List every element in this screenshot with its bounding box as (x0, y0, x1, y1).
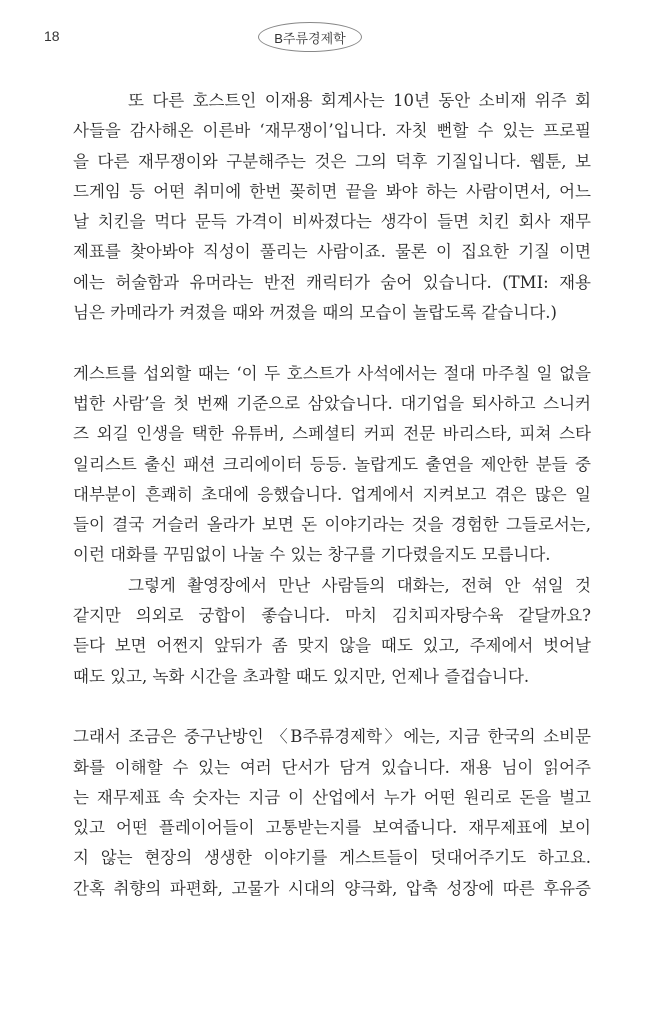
running-title-text: B주류경제학 (274, 30, 346, 46)
text-line: 는 재무제표 속 숫자는 지금 이 산업에서 누가 어떤 원리로 돈을 벌고 (73, 787, 591, 807)
text-line: 일리스트 출신 패션 크리에이터 등등. 놀랍게도 출연을 제안한 분들 중 (73, 454, 591, 474)
text-line: 제표를 찾아봐야 직성이 풀리는 사람이죠. 물론 이 집요한 기질 이면 (73, 242, 591, 262)
text-line: 화를 이해할 수 있는 여러 단서가 담겨 있습니다. 재용 님이 읽어주 (73, 757, 591, 777)
paragraph-spacer (73, 328, 591, 358)
paragraph (73, 722, 591, 904)
page-number: 18 (44, 28, 60, 44)
text-line: 즈 외길 인생을 택한 유튜버, 스페셜티 커피 전문 바리스타, 피쳐 스타 (73, 424, 591, 444)
paragraph-spacer (73, 692, 591, 722)
paragraph (73, 359, 591, 571)
text-line: 간혹 취향의 파편화, 고물가 시대의 양극화, 압축 성장에 따른 후유증 (73, 878, 591, 898)
paragraph (73, 571, 591, 692)
body-text (73, 86, 591, 904)
text-line: 지 않는 현장의 생생한 이야기를 게스트들이 덧대어주기도 하고요. (73, 848, 591, 868)
text-line: 법한 사람’을 첫 번째 기준으로 삼았습니다. 대기업을 퇴사하고 스니커 (73, 393, 591, 413)
text-line: 그래서 조금은 중구난방인 〈B주류경제학〉에는, 지금 한국의 소비문 (73, 727, 591, 747)
text-line: 이런 대화를 꾸밈없이 나눌 수 있는 창구를 기다렸을지도 모릅니다. (73, 545, 551, 565)
text-line: 또 다른 호스트인 이재용 회계사는 10년 동안 소비재 위주 회 (128, 91, 591, 110)
text-line: 에는 허술함과 유머라는 반전 캐릭터가 숨어 있습니다. (TMI: 재용 (73, 272, 591, 292)
running-title (258, 22, 362, 52)
text-line: 같지만 의외로 궁합이 좋습니다. 마치 김치피자탕수육 같달까요? (73, 606, 591, 626)
text-line: 그렇게 촬영장에서 만난 사람들의 대화는, 전혀 안 섞일 것 (128, 575, 591, 595)
text-line: 사들을 감사해온 이른바 ‘재무쟁이’입니다. 자칫 뻔할 수 있는 프로필 (73, 121, 591, 141)
text-line: 님은 카메라가 켜졌을 때와 꺼졌을 때의 모습이 놀랍도록 같습니다.) (73, 303, 557, 323)
text-line: 을 다른 재무쟁이와 구분해주는 것은 그의 덕후 기질입니다. 웹툰, 보 (73, 151, 591, 171)
text-line: 드게임 등 어떤 취미에 한번 꽂히면 끝을 봐야 하는 사람이면서, 어느 (73, 181, 591, 201)
text-line: 때도 있고, 녹화 시간을 초과할 때도 있지만, 언제나 즐겁습니다. (73, 666, 530, 686)
text-line: 있고 어떤 플레이어들이 고통받는지를 보여줍니다. 재무제표에 보이 (73, 818, 591, 838)
text-line: 대부분이 흔쾌히 초대에 응했습니다. 업계에서 지켜보고 겪은 많은 일 (73, 484, 591, 504)
text-line: 들이 결국 거슬러 올라가 보면 돈 이야기라는 것을 경험한 그들로서는, (73, 515, 591, 535)
text-line: 듣다 보면 어쩐지 앞뒤가 좀 맞지 않을 때도 있고, 주제에서 벗어날 (73, 636, 591, 656)
text-line: 날 치킨을 먹다 문득 가격이 비싸졌다는 생각이 들면 치킨 회사 재무 (73, 212, 591, 232)
text-line: 게스트를 섭외할 때는 ‘이 두 호스트가 사석에서는 절대 마주칠 일 없을 (73, 363, 591, 383)
paragraph (73, 86, 591, 328)
